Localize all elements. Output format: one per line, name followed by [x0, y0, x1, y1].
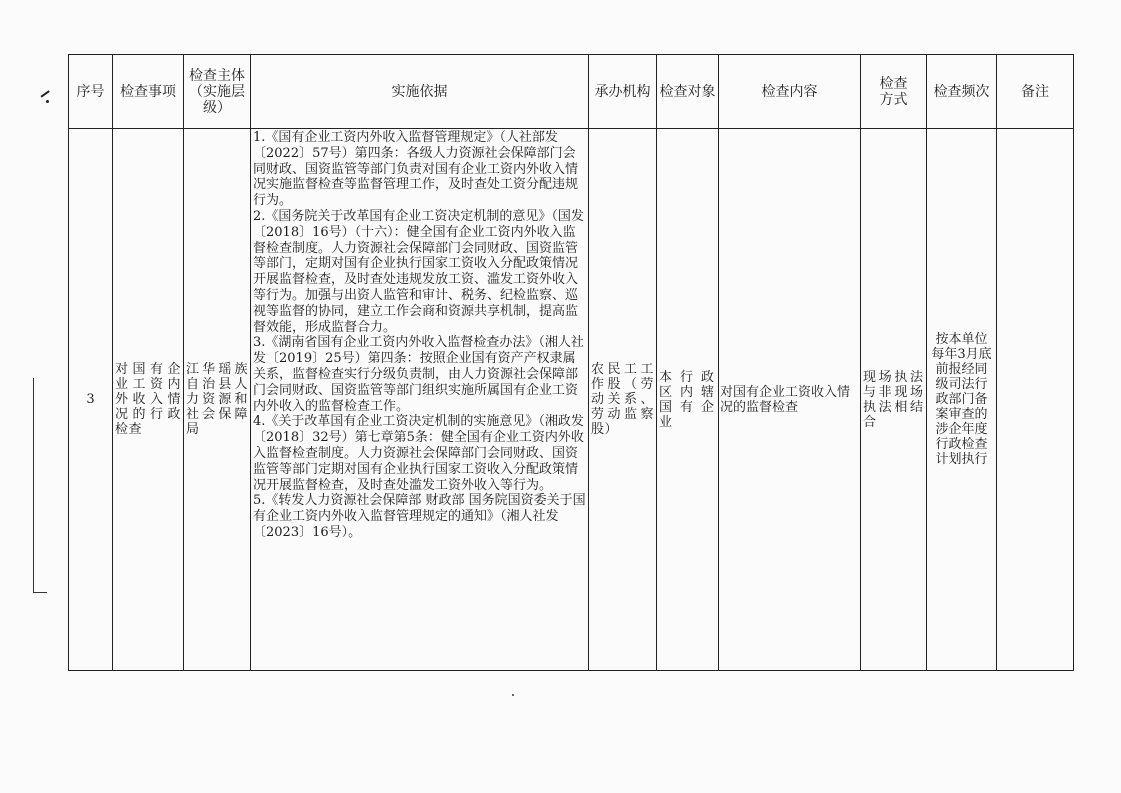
header-seq: 序号 — [69, 55, 113, 129]
inspection-table — [68, 54, 1074, 671]
header-basis: 实施依据 — [251, 55, 589, 129]
cell-item: 对国有企业工资内外收入情况的行政检查 — [113, 129, 184, 671]
cell-seq: 3 — [69, 129, 113, 671]
basis-item-3: 3.《湖南省国有企业工资内外收入监督检查办法》（湘人社发〔2019〕25号）第四条：按照企业国有资产产权隶属关系，监督检查实行分级负责制，由人力资源社会保障部门会同财政、国资监管等部门组织实施所属国有企业工资内外收入的监督检查工作。 — [253, 335, 584, 414]
cell-method: 现场执法与非现场执法相结合 — [861, 129, 927, 671]
header-item: 检查事项 — [113, 55, 184, 129]
header-frequency: 检查频次 — [927, 55, 997, 129]
cell-basis — [251, 129, 589, 671]
cell-target: 本行政区内辖国有企业 — [657, 129, 719, 671]
basis-item-2: 2.《国务院关于改革国有企业工资决定机制的意见》（国发〔2018〕16号）（十六）：健全国有企业工资内外收入监督检查制度。人力资源社会保障部门会同财政、国资监管等部门，定期对国有企业执行国家工资收入分配政策情况开展监督检查，及时查处违规发放工资、滥发工资外收入等行为。加强与出资人监管和审计、税务、纪检监察、巡视等监督的协同，建立工作会商和资源共享机制，提高监督效能，形成监督合力。 — [253, 208, 584, 335]
cell-content: 对国有企业工资收入情况的监督检查 — [719, 129, 861, 671]
scan-mark — [40, 90, 49, 97]
scan-speck — [512, 694, 514, 696]
scan-dot — [46, 100, 49, 103]
header-row — [69, 55, 1074, 129]
basis-item-1: 1.《国有企业工资内外收入监督管理规定》（人社部发〔2022〕57号）第四条：各级人力资源社会保障部门会同财政、国资监管等部门负责对国有企业工资内外收入情况实施监督检查等监督管理工作，及时查处工资分配违规行为。 — [253, 130, 579, 209]
basis-item-4: 4.《关于改革国有企业工资决定机制的实施意见》（湘政发〔2018〕32号）第七章第5条：健全国有企业工资内外收入监督检查制度。人力资源社会保障部门会同财政、国资监管等部门定期对国有企业执行国家工资收入分配政策情况开展监督检查，及时查处滥发工资外收入等行为。 — [253, 414, 584, 493]
margin-bracket — [33, 378, 34, 592]
header-subject: 检查主体（实施层级） — [184, 55, 251, 129]
cell-subject: 江华瑶族自治县人力资源和社会保障局 — [184, 129, 251, 671]
margin-bracket-foot — [33, 592, 47, 593]
header-method: 检查方式 — [861, 55, 927, 129]
header-agency: 承办机构 — [589, 55, 657, 129]
header-remarks: 备注 — [997, 55, 1074, 129]
table-row — [69, 129, 1074, 671]
header-content: 检查内容 — [719, 55, 861, 129]
cell-remarks — [997, 129, 1074, 671]
header-target: 检查对象 — [657, 55, 719, 129]
cell-agency: 农民工工作股（劳动关系、劳动监察股） — [589, 129, 657, 671]
basis-item-5: 5.《转发人力资源社会保障部 财政部 国务院国资委关于国有企业工资内外收入监督管理规定的通知》（湘人社发〔2023〕16号）。 — [253, 493, 586, 540]
cell-frequency: 按本单位每年3月底前报经同级司法行政部门备案审查的涉企年度行政检查计划执行 — [927, 129, 997, 671]
